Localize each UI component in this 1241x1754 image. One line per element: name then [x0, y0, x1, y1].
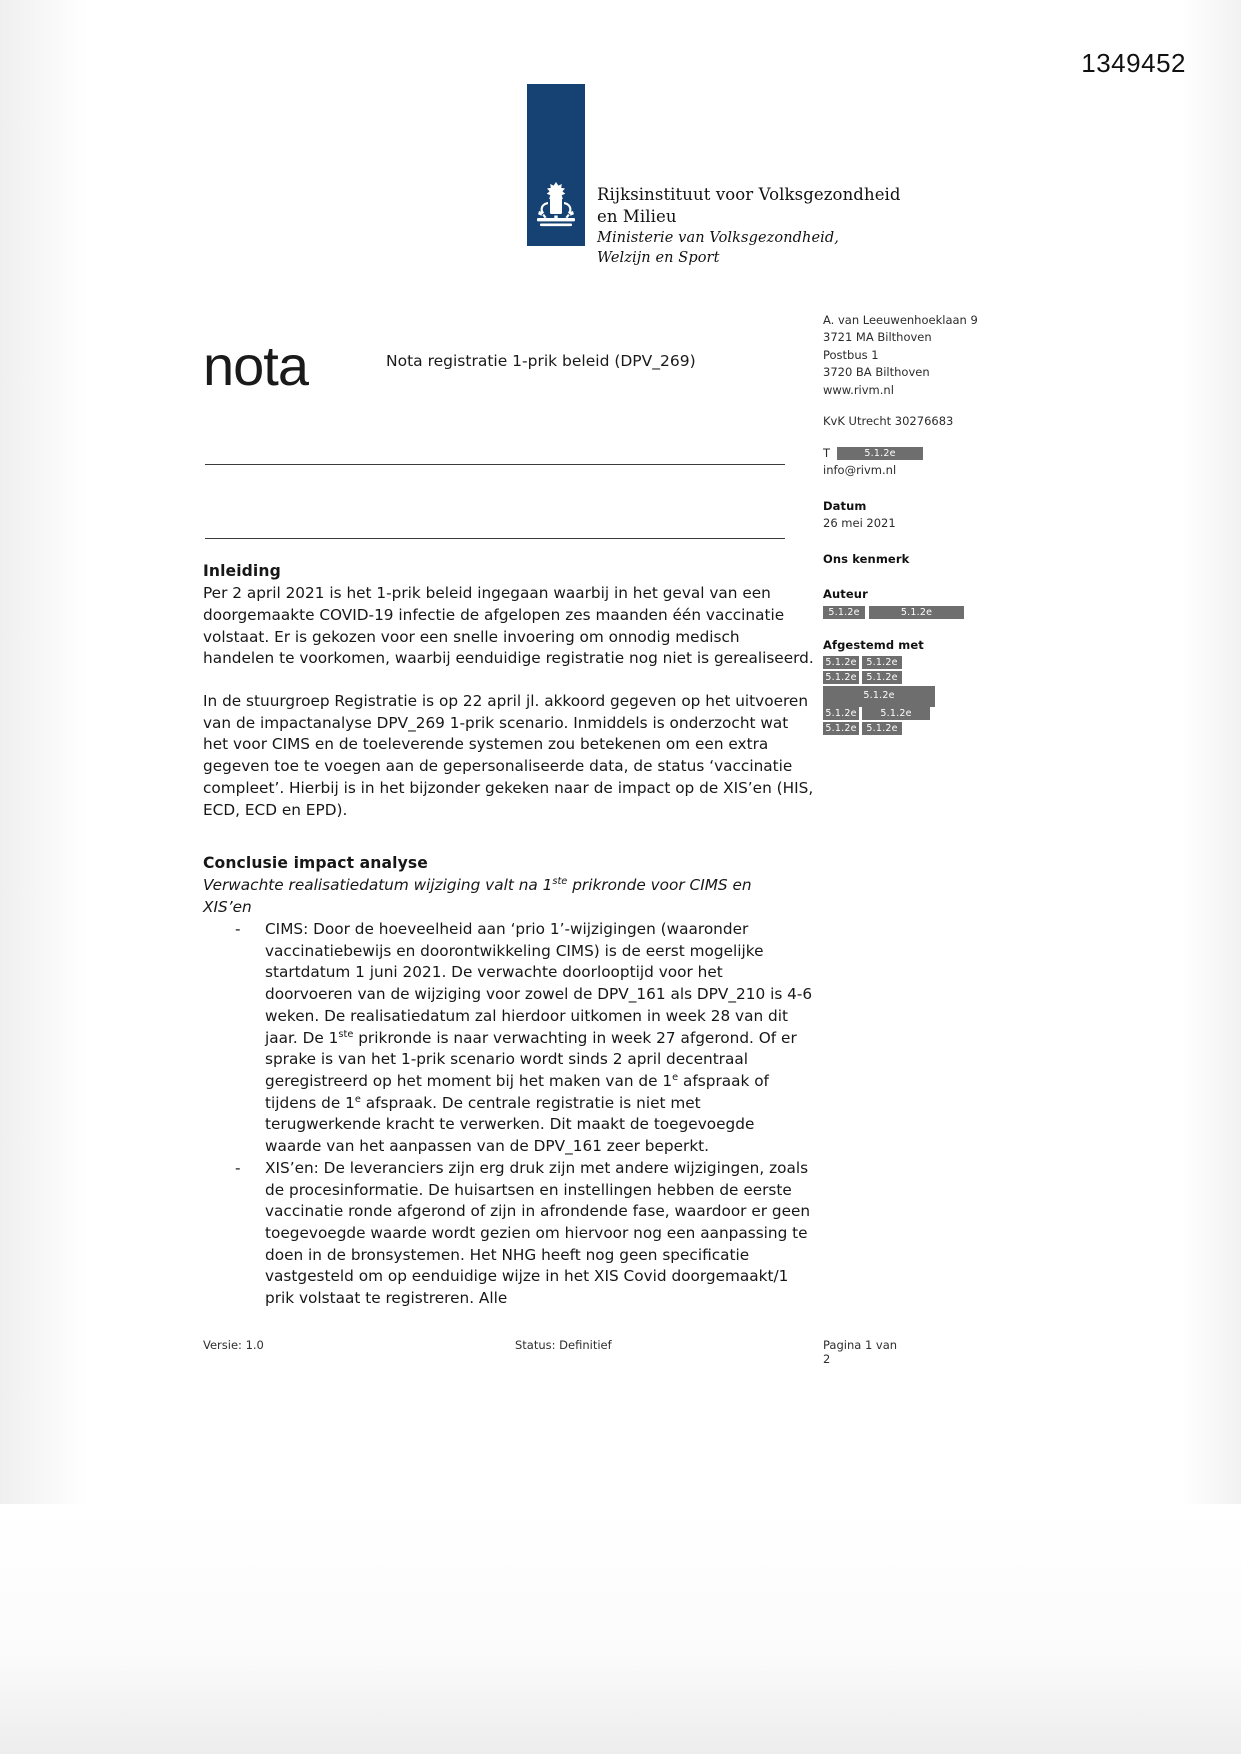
footer-status: Status: Definitief: [515, 1338, 612, 1352]
address-line-3: Postbus 1: [823, 347, 879, 362]
scan-shadow-right: [1181, 0, 1241, 1754]
auteur-label: Auteur: [823, 587, 868, 602]
heading-inleiding: Inleiding: [203, 562, 281, 580]
redaction-afgestemd-1a: 5.1.2e: [823, 656, 859, 669]
afgestemd-met-label: Afgestemd met: [823, 637, 924, 652]
ons-kenmerk-label: Ons kenmerk: [823, 551, 910, 566]
document-subject: Nota registratie 1-prik beleid (DPV_269): [386, 352, 696, 370]
bullet-2-text: XIS’en: De leveranciers zijn erg druk zijn met andere wijzigingen, zoals de procesinformatie. De huisartsen en instellingen hebben de eerste vaccinatie ronde afgerond of zijn in afrondende fase, waardoor er geen toegevoegde waarde wordt gezien om hiervoor nog een aanpassing te doen in de bronsystemen. Het NHG heeft nog geen specificatie vastgesteld om op eenduidige wijze in het XIS Covid doorgemaakt/1 prik volstaat te registreren. Alle: [265, 1158, 811, 1308]
bullet-1-c: afspraak of tijdens de 1: [265, 1071, 769, 1112]
redaction-afgestemd-4b: 5.1.2e: [862, 707, 930, 720]
bullet-1-d: afspraak. De centrale registratie is niet met terugwerkende kracht te verwerken. Dit maakt de toegevoegde waarde van het aanpassen van de DPV_161 zeer beperkt.: [265, 1093, 755, 1156]
bullet-1-a: CIMS: Door de hoeveelheid aan ‘prio 1’-wijzigingen (waaronder vaccinatiebewijs en doorontwikkeling CIMS) is de eerst mogelijke startdatum 1 juni 2021. De verwachte doorlooptijd voor het doorvoeren van de wijziging voor zowel de DPV_161 als DPV_210 is 4-6 weken. De realisatiedatum zal hierdoor uitkomen in week 28 van dit jaar. De 1: [265, 919, 813, 1047]
afgestemd-row: [823, 687, 935, 704]
conclusie-subtitle-line2: XIS’en: [203, 898, 252, 917]
afgestemd-wide-block: [823, 686, 935, 706]
bullet-1-b: prikronde is naar verwachting in week 27 afgerond. Of er sprake is van het 1-prik scenario wordt sinds 2 april decentraal geregistreerd op het moment bij het maken van de 1: [265, 1028, 797, 1090]
logo-wordmark: [597, 184, 901, 268]
bullet-dash-icon: -: [235, 919, 241, 938]
conclusie-subtitle-a: Verwachte realisatiedatum wijziging valt na 1: [203, 876, 553, 895]
rivm-logo: [527, 84, 947, 264]
list-item: [203, 1158, 815, 1310]
conclusie-bullet-list: [203, 919, 815, 1310]
redaction-afgestemd-1b: 5.1.2e: [862, 656, 902, 669]
document-number: 1349452: [1081, 48, 1186, 78]
phone-row: [823, 445, 1073, 462]
address-line-1: A. van Leeuwenhoeklaan 9: [823, 313, 978, 327]
conclusie-subtitle: [203, 875, 815, 897]
afgestemd-row: [823, 722, 1073, 735]
section-gap: [203, 821, 815, 852]
bullet-dash-icon: -: [235, 1158, 241, 1177]
redaction-auteur-2: 5.1.2e: [869, 606, 964, 619]
redaction-afgestemd-3a: 5.1.2e: [859, 689, 899, 702]
meta-gap: [823, 480, 1073, 498]
logo-ministry-line1: Ministerie van Volksgezondheid,: [597, 229, 839, 246]
redaction-afgestemd-5a: 5.1.2e: [823, 722, 859, 735]
redaction-afgestemd-5b: 5.1.2e: [862, 722, 902, 735]
paragraph-inleiding-1: Per 2 april 2021 is het 1-prik beleid ingegaan waarbij in het geval van een doorgemaakte COVID-19 infectie de afgelopen zes maanden één vaccinatie volstaat. Er is gekozen voor een snelle invoering om onnodig medisch handelen te voorkomen, waarbij eenduidige registratie nog niet is gerealiseerd.: [203, 584, 814, 668]
divider-upper: [205, 464, 785, 465]
footer-page-number: Pagina 1 van 2: [823, 1338, 898, 1366]
email-address[interactable]: info@rivm.nl: [823, 463, 897, 478]
paragraph-inleiding-2: In de stuurgroep Registratie is op 22 april jl. akkoord gegeven op het uitvoeren van de impactanalyse DPV_269 1-prik scenario. Inmiddels is onderzocht wat het voor CIMS en de toeleverende systemen zou betekenen om een extra gegeven toe te voegen aan de gepersonaliseerde data, de status ‘vaccinatie compleet’. Hierbij is in het bijzonder gekeken naar de impact op de XIS’en (HIS, ECD, ECD en EPD).: [203, 692, 814, 819]
paragraph-gap: [203, 670, 815, 691]
address-line-2: 3721 MA Bilthoven: [823, 330, 932, 345]
page-title: nota: [203, 334, 308, 397]
website-url[interactable]: www.rivm.nl: [823, 382, 894, 397]
redaction-afgestemd-4a: 5.1.2e: [823, 707, 859, 720]
bullet-1-sup3: e: [354, 1093, 361, 1105]
kvk-number: KvK Utrecht 30276683: [823, 414, 954, 429]
scan-shadow-left: [0, 0, 88, 1754]
conclusie-subtitle-sup: ste: [552, 876, 568, 888]
list-item: [203, 919, 815, 1158]
document-body: [203, 560, 815, 1310]
afgestemd-redaction-grid: [823, 656, 1073, 734]
datum-label: Datum: [823, 498, 867, 513]
redaction-phone: 5.1.2e: [837, 447, 923, 460]
phone-label: T: [823, 445, 831, 460]
logo-org-line2: en Milieu: [597, 206, 677, 226]
afgestemd-row: [823, 707, 1073, 720]
redaction-afgestemd-2b: 5.1.2e: [862, 671, 902, 684]
afgestemd-row: [823, 656, 1073, 669]
logo-org-line1: Rijksinstituut voor Volksgezondheid: [597, 185, 901, 204]
redaction-afgestemd-2a: 5.1.2e: [823, 671, 859, 684]
scan-shadow-bottom: [0, 1504, 1241, 1754]
afgestemd-row: [823, 671, 1073, 684]
address-line-4: 3720 BA Bilthoven: [823, 365, 930, 380]
meta-gap: [823, 431, 1073, 445]
bullet-1-sup2: e: [672, 1071, 679, 1083]
bullet-1-sup1: ste: [338, 1028, 354, 1040]
datum-value: 26 mei 2021: [823, 516, 896, 531]
logo-ministry-line2: Welzijn en Sport: [597, 249, 720, 266]
netherlands-coat-of-arms-icon: [531, 180, 581, 238]
meta-gap: [823, 619, 1073, 637]
metadata-sidebar: [823, 312, 1073, 737]
meta-gap: [823, 399, 1073, 413]
divider-lower: [205, 538, 785, 539]
footer-version: Versie: 1.0: [203, 1338, 264, 1352]
auteur-redaction-row: [823, 606, 1073, 619]
redaction-auteur-1: 5.1.2e: [823, 606, 865, 619]
meta-gap: [823, 568, 1073, 586]
meta-gap: [823, 533, 1073, 551]
conclusie-subtitle-b: prikronde voor CIMS en: [567, 876, 752, 895]
heading-conclusie: Conclusie impact analyse: [203, 854, 428, 873]
